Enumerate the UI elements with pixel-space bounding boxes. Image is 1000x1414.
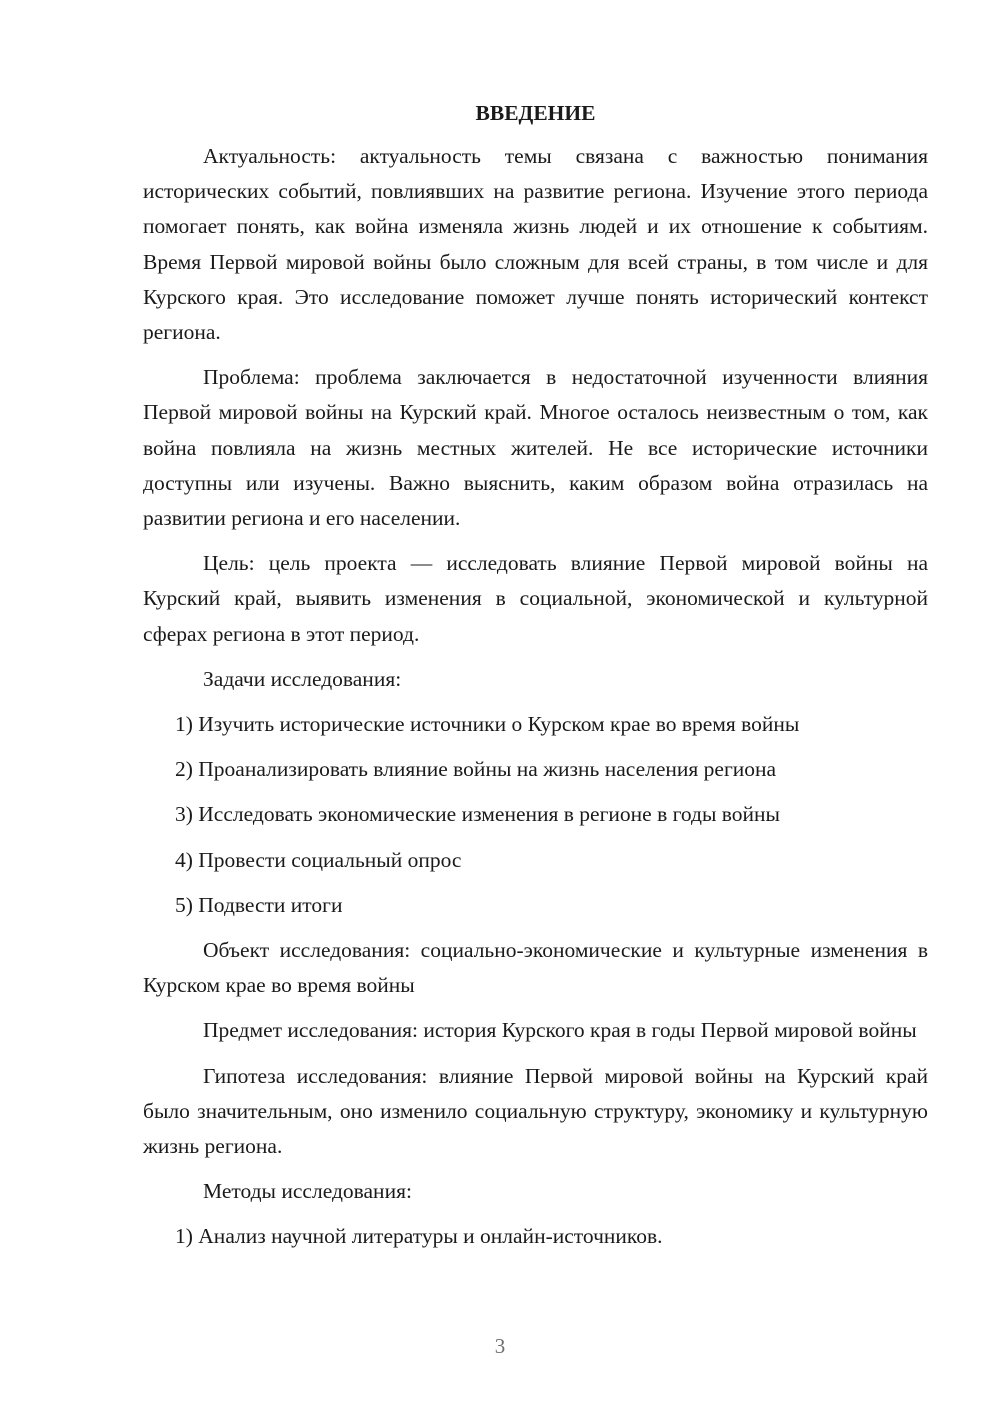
relevance-paragraph: Актуальность: актуальность темы связана с важностью понимания исторических событий, повлиявших на развитие региона. Изучение этого периода помогает понять, как война изменяла жизнь людей и их отношение к событиям. Время Первой мировой войны было сложным для всей страны, в том числе и для Курского края. Это исследование поможет лучше понять исторический контекст региона.	[143, 144, 928, 345]
section-heading: ВВЕДЕНИЕ	[475, 101, 596, 125]
hypothesis-paragraph: Гипотеза исследования: влияние Первой мировой войны на Курский край было значительным, оно изменило социальную структуру, экономику и культурную жизнь региона.	[143, 1063, 928, 1159]
task-item-3: 3) Исследовать экономические изменения в регионе в годы войны	[175, 802, 780, 827]
object-paragraph: Объект исследования: социально-экономические и культурные изменения в Курском крае во время войны	[143, 938, 928, 998]
problem-paragraph: Проблема: проблема заключается в недостаточной изученности влияния Первой мировой войны на Курский край. Многое осталось неизвестным о том, как война повлияла на жизнь местных жителей. Не все исторические источники доступны или изучены. Важно выяснить, каким образом война отразилась на развитии региона и его населении.	[143, 365, 928, 531]
task-item-4: 4) Провести социальный опрос	[175, 847, 462, 872]
methods-title: Методы исследования:	[203, 1179, 412, 1204]
subject-paragraph: Предмет исследования: история Курского края в годы Первой мировой войны	[203, 1018, 917, 1043]
task-item-5: 5) Подвести итоги	[175, 892, 343, 917]
method-item-1: 1) Анализ научной литературы и онлайн-источников.	[175, 1224, 663, 1249]
tasks-title: Задачи исследования:	[203, 666, 402, 691]
task-item-2: 2) Проанализировать влияние войны на жизнь населения региона	[175, 757, 777, 782]
page-number: 3	[494, 1334, 506, 1358]
task-item-1: 1) Изучить исторические источники о Курском крае во время войны	[175, 712, 800, 737]
goal-paragraph: Цель: цель проекта — исследовать влияние Первой мировой войны на Курский край, выявить изменения в социальной, экономической и культурной сферах региона в этот период.	[143, 551, 928, 646]
document-page	[143, 96, 928, 1265]
